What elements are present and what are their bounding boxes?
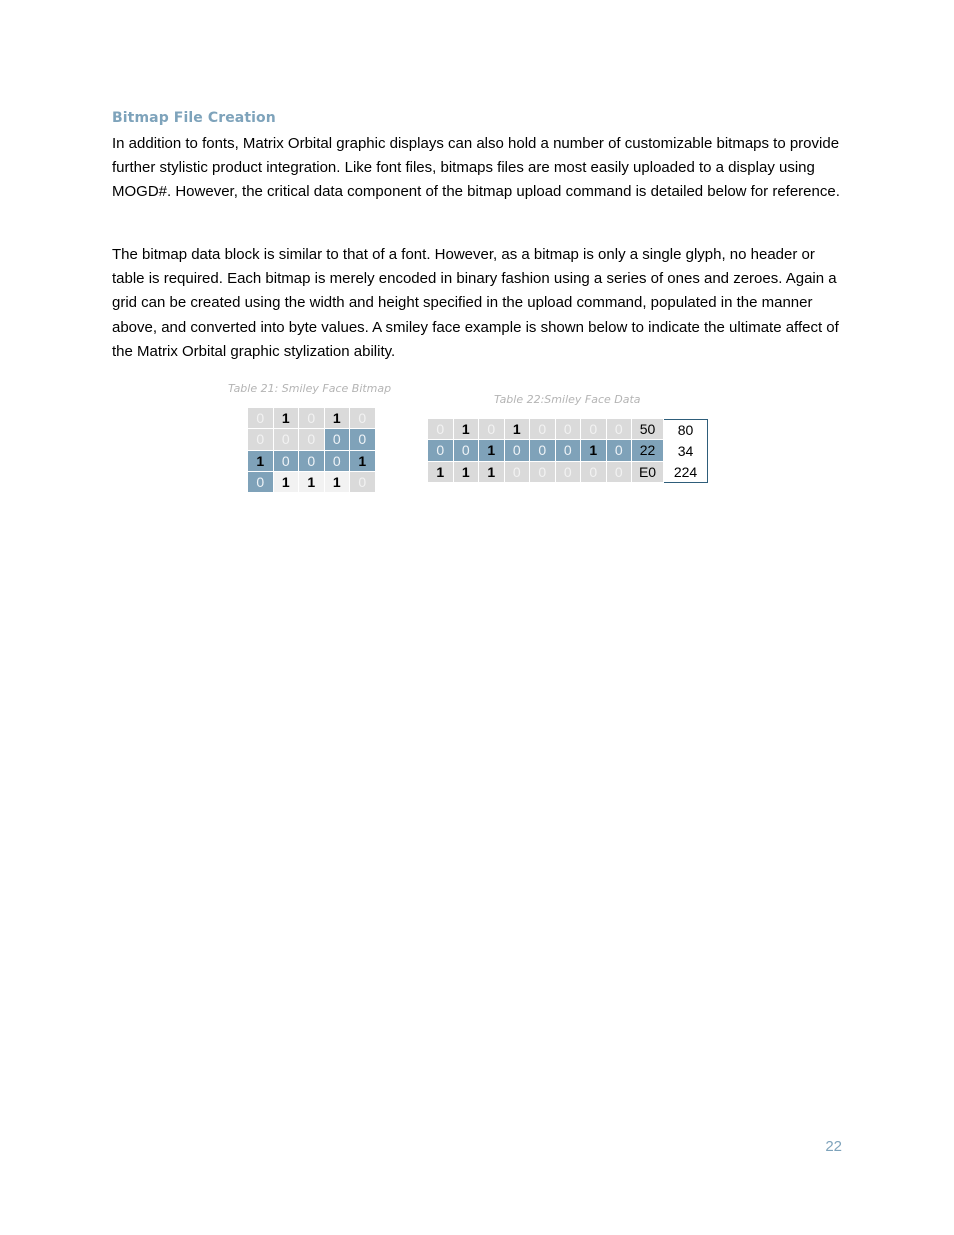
bit-cell: 0 <box>505 462 531 483</box>
bit-cell: 1 <box>479 462 505 483</box>
bitmap-cell: 1 <box>325 408 351 429</box>
bit-cell: 1 <box>454 462 480 483</box>
bitmap-cell: 0 <box>248 408 274 429</box>
decimal-value-cell: 34 <box>664 440 708 461</box>
decimal-value-cell: 224 <box>664 462 708 483</box>
bitmap-cell: 1 <box>248 451 274 472</box>
page-number: 22 <box>825 1138 842 1155</box>
bitmap-cell: 0 <box>325 429 351 450</box>
bitmap-cell: 0 <box>325 451 351 472</box>
hex-value-cell: 50 <box>632 419 664 440</box>
smiley-face-data-table <box>428 419 708 483</box>
bitmap-cell: 1 <box>274 472 300 493</box>
paragraph-intro: In addition to fonts, Matrix Orbital graphic displays can also hold a number of customizable bitmaps to provide further stylistic product integration. Like font files, bitmaps files are most easily uploaded to a display using MOGD#. However, the critical data component of the bitmap upload command is detailed below for reference. <box>112 135 840 201</box>
bit-cell: 0 <box>607 462 633 483</box>
bit-cell: 0 <box>505 440 531 461</box>
hex-value-cell: 22 <box>632 440 664 461</box>
bitmap-cell: 1 <box>350 451 376 472</box>
bit-cell: 0 <box>428 419 454 440</box>
bit-cell: 0 <box>454 440 480 461</box>
bit-cell: 1 <box>581 440 607 461</box>
bit-cell: 0 <box>428 440 454 461</box>
bit-cell: 0 <box>530 462 556 483</box>
bitmap-cell: 1 <box>325 472 351 493</box>
table-row <box>428 462 708 483</box>
decimal-value-cell: 80 <box>664 419 708 440</box>
table-row <box>248 451 376 472</box>
table-row <box>248 472 376 493</box>
bitmap-cell: 0 <box>299 451 325 472</box>
bit-cell: 0 <box>556 419 582 440</box>
bitmap-cell: 0 <box>350 429 376 450</box>
bit-cell: 0 <box>607 440 633 461</box>
bit-cell: 0 <box>530 440 556 461</box>
bit-cell: 0 <box>581 462 607 483</box>
bitmap-cell: 0 <box>350 472 376 493</box>
smiley-face-bitmap-table <box>248 408 376 493</box>
paragraph-bitmap-data: The bitmap data block is similar to that of a font. However, as a bitmap is only a single glyph, no header or table is required. Each bitmap is merely encoded in binary fashion using a series of ones and zeroes. Again a grid can be created using the width and height specified in the upload command, populated in the manner above, and converted into byte values. A smiley face example is shown below to indicate the ultimate affect of the Matrix Orbital graphic stylization ability. <box>112 246 839 360</box>
hex-value-cell: E0 <box>632 462 664 483</box>
bitmap-cell: 1 <box>299 472 325 493</box>
bit-cell: 0 <box>479 419 505 440</box>
section-heading: Bitmap File Creation <box>112 110 276 126</box>
bit-cell: 1 <box>428 462 454 483</box>
bit-cell: 0 <box>556 462 582 483</box>
table-row <box>248 429 376 450</box>
table21-caption: Table 21: Smiley Face Bitmap <box>228 382 392 395</box>
table-row <box>428 440 708 461</box>
table-row <box>248 408 376 429</box>
bit-cell: 1 <box>454 419 480 440</box>
bitmap-cell: 0 <box>299 408 325 429</box>
bitmap-cell: 0 <box>248 429 274 450</box>
bit-cell: 1 <box>479 440 505 461</box>
bit-cell: 0 <box>530 419 556 440</box>
bit-cell: 1 <box>505 419 531 440</box>
bit-cell: 0 <box>607 419 633 440</box>
bitmap-cell: 1 <box>274 408 300 429</box>
bitmap-cell: 0 <box>248 472 274 493</box>
bit-cell: 0 <box>556 440 582 461</box>
bitmap-cell: 0 <box>350 408 376 429</box>
bit-cell: 0 <box>581 419 607 440</box>
bitmap-cell: 0 <box>274 429 300 450</box>
bitmap-cell: 0 <box>299 429 325 450</box>
bitmap-cell: 0 <box>274 451 300 472</box>
table22-caption: Table 22:Smiley Face Data <box>494 393 641 406</box>
table-row <box>428 419 708 440</box>
